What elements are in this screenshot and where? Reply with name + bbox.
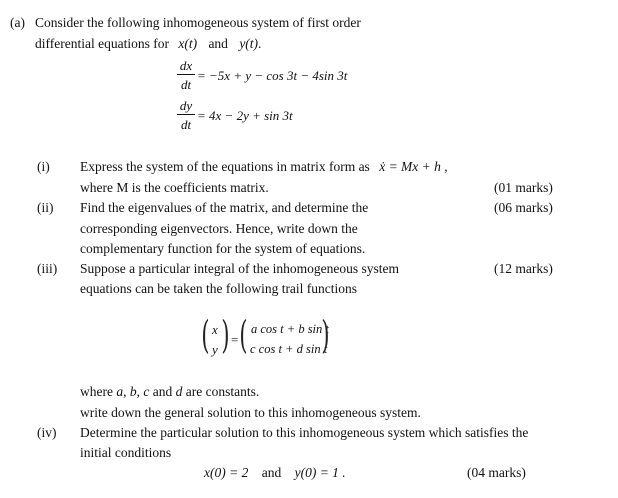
var-y-of-t: y(t) xyxy=(239,36,259,51)
var-x-of-t: x(t) xyxy=(178,36,198,51)
part-a-intro-line1: Consider the following inhomogeneous system of first order xyxy=(35,15,361,30)
initial-condition-x: x(0) = 2 xyxy=(204,465,249,480)
right-vector-bottom: c cos t + d sin t xyxy=(250,342,328,356)
eq1-rhs: = −5x + y − cos 3t − 4sin 3t xyxy=(197,68,348,83)
left-vector-open-paren: ( xyxy=(201,313,210,357)
part-a-intro-line2: differential equations for x(t) and y(t). xyxy=(35,36,262,51)
question-iv-line2: initial conditions xyxy=(80,445,172,460)
question-i-line1: Express the system of the equations in matrix form as ẋ = Mx + h , xyxy=(80,159,448,174)
eq1-derivative: dx dt xyxy=(177,59,195,91)
right-vector-open-paren: ( xyxy=(239,313,248,357)
question-iii-line2: equations can be taken the following trail functions xyxy=(80,281,358,296)
question-ii-line3: complementary function for the system of equations. xyxy=(80,241,366,256)
left-vector-close-paren: ) xyxy=(221,313,230,357)
general-solution-line: write down the general solution to this inhomogeneous system. xyxy=(80,405,421,420)
constants-statement: where a, b, c and d are constants. xyxy=(80,384,260,399)
question-iii-marks: (12 marks) xyxy=(494,261,553,276)
question-iii-label: (iii) xyxy=(37,261,58,276)
right-vector-top: a cos t + b sin t xyxy=(251,322,329,336)
question-i-marks: (01 marks) xyxy=(494,180,553,195)
question-i-label: (i) xyxy=(37,159,50,174)
part-a-label: (a) xyxy=(10,15,25,30)
left-vector-bottom: y xyxy=(212,342,218,357)
matrix-form-equation: ẋ = Mx + h , xyxy=(379,159,448,174)
question-iv-line1: Determine the particular solution to this inhomogeneous system which satisfies the xyxy=(80,425,529,440)
eq2-rhs: = 4x − 2y + sin 3t xyxy=(197,108,293,123)
question-ii-label: (ii) xyxy=(37,200,54,215)
right-vector-close-paren: ) xyxy=(321,313,330,357)
eq2-derivative: dy dt xyxy=(177,99,195,131)
question-iv-marks: (04 marks) xyxy=(467,465,526,480)
question-iii-line1: Suppose a particular integral of the inhomogeneous system xyxy=(80,261,400,276)
initial-condition-y: y(0) = 1 . xyxy=(294,465,346,480)
question-ii-marks: (06 marks) xyxy=(494,200,553,215)
left-vector-top: x xyxy=(212,322,218,337)
question-i-line2: where M is the coefficients matrix. xyxy=(80,180,269,195)
question-ii-line1: Find the eigenvalues of the matrix, and determine the xyxy=(80,200,369,215)
initial-conditions: x(0) = 2 and y(0) = 1 . xyxy=(204,465,346,480)
question-iv-label: (iv) xyxy=(37,425,57,440)
question-ii-line2: corresponding eigenvectors. Hence, write down the xyxy=(80,221,358,236)
trial-equals-sign: = xyxy=(231,332,239,347)
